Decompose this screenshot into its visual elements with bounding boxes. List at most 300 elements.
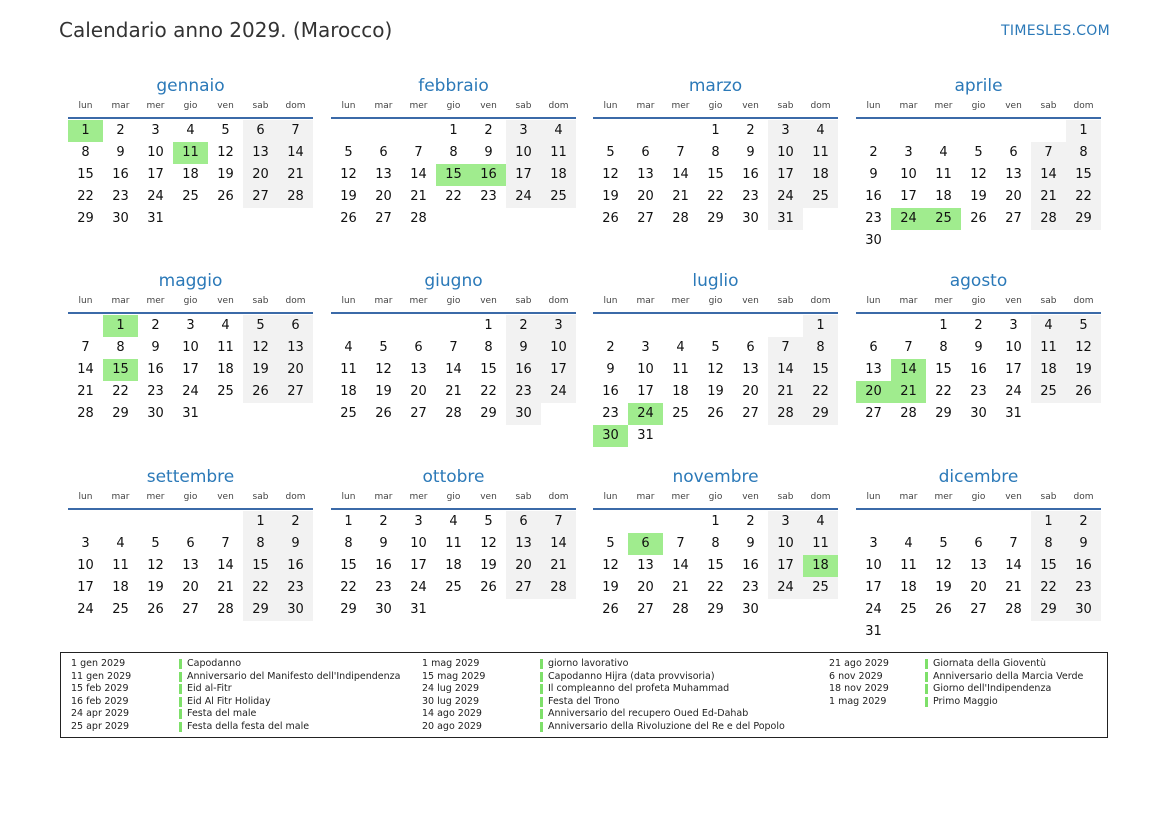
day-cell: 5 [151,536,160,551]
day-cell: 14 [1005,558,1022,573]
weekday-label: mer [934,492,953,502]
day-grid [331,511,576,621]
day-cell: 8 [1066,142,1101,164]
day-cell: 27 [182,602,199,617]
month-agosto [856,269,1101,425]
day-cell: 28 [278,186,313,208]
day-cell: 31 [768,208,803,230]
empty-cell [698,315,733,337]
day-cell: 31 [1005,406,1022,421]
weekday-label: mer [934,101,953,111]
month-divider [68,508,313,510]
day-cell: 3 [541,315,576,337]
day-cell: 29 [243,599,278,621]
day-cell: 1 [939,318,948,333]
day-cell: 24 [768,186,803,208]
day-cell: 2 [379,514,388,529]
legend-holiday-name: Eid al-Fitr [179,684,232,694]
day-cell: 27 [970,602,987,617]
day-cell: 29 [340,602,357,617]
empty-cell [891,315,926,337]
month-novembre [593,465,838,621]
day-cell: 31 [637,428,654,443]
weekday-label: sab [777,492,794,502]
empty-cell [891,120,926,142]
day-cell: 2 [151,318,160,333]
day-cell: 31 [865,624,882,639]
day-cell: 1 [344,514,353,529]
weekday-label: mar [374,492,393,502]
day-cell: 16 [602,384,619,399]
day-cell: 26 [1066,381,1101,403]
weekday-label: dom [1073,492,1094,502]
empty-cell [68,315,103,337]
weekday-label: sab [1040,101,1057,111]
day-cell: 19 [970,189,987,204]
legend-holiday-name: Il compleanno del profeta Muhammad [540,684,729,694]
weekday-label: mar [374,101,393,111]
brand-link[interactable]: TIMESLES.COM [1001,23,1110,39]
weekday-label: mar [636,101,655,111]
weekday-label: gio [183,492,198,502]
weekday-label: dom [548,101,569,111]
weekday-label: ven [480,296,497,306]
weekday-header [593,489,838,506]
day-cell: 2 [484,123,493,138]
day-cell: 26 [707,406,724,421]
day-cell: 15 [935,362,952,377]
day-cell: 18 [900,580,917,595]
weekday-label: sab [252,101,269,111]
weekday-label: dom [285,101,306,111]
month-ottobre [331,465,576,621]
day-cell: 28 [77,406,94,421]
day-cell: 20 [970,580,987,595]
day-cell: 23 [112,189,129,204]
day-cell: 11 [672,362,689,377]
day-cell: 3 [768,511,803,533]
day-cell: 9 [151,340,160,355]
day-cell: 6 [974,536,983,551]
day-cell: 19 [147,580,164,595]
day-cell: 4 [803,120,838,142]
legend-date: 14 ago 2029 [422,708,482,719]
holiday-day-cell: 1 [103,315,138,337]
day-cell: 5 [1066,315,1101,337]
day-cell: 11 [935,167,952,182]
weekday-label: mar [374,296,393,306]
month-divider [331,508,576,510]
weekday-label: lun [78,492,93,502]
month-title: dicembre [938,467,1019,487]
day-cell: 7 [768,337,803,359]
weekday-label: ven [480,492,497,502]
day-cell: 1 [803,315,838,337]
day-cell: 8 [711,145,720,160]
weekday-label: lun [603,492,618,502]
day-cell: 29 [1066,208,1101,230]
empty-cell [663,120,698,142]
day-cell: 16 [147,362,164,377]
weekday-label: lun [78,101,93,111]
weekday-label: dom [810,296,831,306]
day-cell: 6 [278,315,313,337]
weekday-label: lun [603,296,618,306]
day-cell: 3 [1009,318,1018,333]
day-cell: 7 [278,120,313,142]
day-cell: 8 [484,340,493,355]
weekday-label: sab [777,101,794,111]
day-cell: 7 [1031,142,1066,164]
day-cell: 15 [243,555,278,577]
day-cell: 4 [676,340,685,355]
weekday-label: mer [146,296,165,306]
day-cell: 18 [445,558,462,573]
day-cell: 7 [81,340,90,355]
month-divider [593,508,838,510]
weekday-label: sab [515,101,532,111]
day-cell: 16 [112,167,129,182]
weekday-label: ven [217,296,234,306]
day-cell: 12 [707,362,724,377]
day-cell: 24 [541,381,576,403]
holiday-day-cell: 1 [68,120,103,142]
weekday-label: ven [1005,101,1022,111]
day-cell: 9 [484,145,493,160]
holiday-day-cell: 6 [628,533,663,555]
day-cell: 22 [445,189,462,204]
day-cell: 1 [449,123,458,138]
empty-cell [768,315,803,337]
day-cell: 12 [340,167,357,182]
day-cell: 26 [340,211,357,226]
day-cell: 11 [541,142,576,164]
empty-cell [996,511,1031,533]
day-cell: 15 [480,362,497,377]
holiday-day-cell: 15 [103,359,138,381]
day-cell: 6 [746,340,755,355]
legend-date: 11 gen 2029 [71,670,132,682]
weekday-label: dom [810,492,831,502]
day-cell: 1 [243,511,278,533]
holiday-day-cell: 11 [173,142,208,164]
day-cell: 21 [445,384,462,399]
day-cell: 25 [340,406,357,421]
day-cell: 12 [935,558,952,573]
day-cell: 6 [869,340,878,355]
empty-cell [663,315,698,337]
day-cell: 26 [147,602,164,617]
day-cell: 7 [541,511,576,533]
day-cell: 23 [278,577,313,599]
day-cell: 19 [602,580,619,595]
day-cell: 14 [77,362,94,377]
day-cell: 11 [112,558,129,573]
day-cell: 13 [182,558,199,573]
holiday-day-cell: 24 [628,403,663,425]
weekday-header [856,98,1101,115]
empty-cell [996,120,1031,142]
legend-date: 6 nov 2029 [829,670,883,682]
day-cell: 30 [742,602,759,617]
day-cell: 21 [672,189,689,204]
day-cell: 23 [480,189,497,204]
day-cell: 22 [707,580,724,595]
day-cell: 23 [970,384,987,399]
day-cell: 2 [974,318,983,333]
empty-cell [331,120,366,142]
day-grid [68,315,313,425]
day-cell: 26 [375,406,392,421]
day-cell: 3 [869,536,878,551]
month-divider [68,117,313,119]
weekday-label: sab [515,492,532,502]
legend-date: 21 ago 2029 [829,658,889,669]
empty-cell [856,315,891,337]
month-divider [856,312,1101,314]
day-cell: 16 [375,558,392,573]
day-cell: 31 [147,211,164,226]
day-cell: 28 [541,577,576,599]
weekday-label: mer [934,296,953,306]
empty-cell [628,315,663,337]
day-cell: 29 [77,211,94,226]
day-cell: 25 [112,602,129,617]
day-cell: 28 [900,406,917,421]
day-cell: 5 [711,340,720,355]
day-cell: 10 [865,558,882,573]
day-cell: 8 [243,533,278,555]
day-cell: 24 [1005,384,1022,399]
day-cell: 27 [865,406,882,421]
day-cell: 28 [1005,602,1022,617]
holiday-day-cell: 24 [891,208,926,230]
day-cell: 17 [77,580,94,595]
day-cell: 15 [1031,555,1066,577]
legend-holiday-name: Anniversario della Rivoluzione del Re e del Popolo [540,722,785,732]
day-cell: 9 [1066,533,1101,555]
day-cell: 21 [410,189,427,204]
day-cell: 30 [865,233,882,248]
day-cell: 13 [637,558,654,573]
day-cell: 6 [186,536,195,551]
day-cell: 4 [344,340,353,355]
day-cell: 11 [803,142,838,164]
legend-holiday-name: Capodanno [179,659,241,669]
day-cell: 28 [445,406,462,421]
day-cell: 2 [116,123,125,138]
legend-date: 15 feb 2029 [71,683,129,694]
day-cell: 7 [414,145,423,160]
day-cell: 20 [742,384,759,399]
day-cell: 19 [243,359,278,381]
day-cell: 3 [641,340,650,355]
month-title: novembre [672,467,759,487]
day-cell: 6 [641,145,650,160]
day-cell: 1 [1031,511,1066,533]
day-cell: 3 [81,536,90,551]
legend-date: 1 mag 2029 [829,695,887,707]
legend-date: 24 lug 2029 [422,683,479,694]
day-cell: 30 [278,599,313,621]
day-cell: 8 [1031,533,1066,555]
weekday-label: gio [446,101,461,111]
day-cell: 22 [340,580,357,595]
month-luglio [593,269,838,447]
empty-cell [628,511,663,533]
empty-cell [68,511,103,533]
legend-date: 1 mag 2029 [422,658,480,669]
day-cell: 30 [147,406,164,421]
month-giugno [331,269,576,425]
day-cell: 3 [506,120,541,142]
month-title: maggio [158,271,223,291]
empty-cell [856,120,891,142]
day-cell: 4 [803,511,838,533]
day-cell: 27 [1005,211,1022,226]
day-cell: 21 [1005,580,1022,595]
month-aprile [856,74,1101,252]
day-cell: 2 [506,315,541,337]
day-cell: 10 [637,362,654,377]
day-cell: 24 [410,580,427,595]
day-cell: 1 [1066,120,1101,142]
empty-cell [138,511,173,533]
day-cell: 18 [541,164,576,186]
day-cell: 15 [77,167,94,182]
day-cell: 8 [939,340,948,355]
day-cell: 17 [541,359,576,381]
day-cell: 13 [637,167,654,182]
legend-holiday-name: Anniversario del Manifesto dell'Indipendenza [179,672,400,682]
weekday-header [331,293,576,310]
day-cell: 5 [939,536,948,551]
day-cell: 4 [116,536,125,551]
day-cell: 4 [904,536,913,551]
legend-holiday-name: Anniversario del recupero Oued Ed-Dahab [540,709,748,719]
weekday-header [68,98,313,115]
day-cell: 12 [147,558,164,573]
weekday-label: gio [446,492,461,502]
day-grid [68,120,313,230]
day-cell: 7 [1009,536,1018,551]
legend-holiday-name: Eid Al Fitr Holiday [179,697,271,707]
day-cell: 29 [112,406,129,421]
empty-cell [628,120,663,142]
day-cell: 10 [506,142,541,164]
day-cell: 29 [480,406,497,421]
day-cell: 25 [672,406,689,421]
day-cell: 17 [865,580,882,595]
weekday-label: sab [1040,492,1057,502]
day-cell: 24 [77,602,94,617]
weekday-label: ven [742,492,759,502]
day-cell: 22 [480,384,497,399]
day-cell: 14 [541,533,576,555]
day-cell: 7 [676,145,685,160]
day-cell: 8 [116,340,125,355]
weekday-label: ven [217,101,234,111]
day-cell: 5 [344,145,353,160]
empty-cell [926,120,961,142]
day-cell: 26 [970,211,987,226]
holiday-day-cell: 30 [593,425,628,447]
empty-cell [593,511,628,533]
day-cell: 30 [375,602,392,617]
day-cell: 18 [1031,359,1066,381]
legend-holiday-name: Primo Maggio [925,697,998,707]
day-cell: 23 [742,580,759,595]
day-cell: 17 [147,167,164,182]
day-cell: 10 [768,142,803,164]
day-cell: 25 [541,186,576,208]
day-cell: 13 [1005,167,1022,182]
month-maggio [68,269,313,425]
day-cell: 30 [970,406,987,421]
day-cell: 2 [746,123,755,138]
day-cell: 4 [449,514,458,529]
day-cell: 7 [904,340,913,355]
weekday-label: mer [671,101,690,111]
day-cell: 5 [606,145,615,160]
day-cell: 9 [379,536,388,551]
day-cell: 28 [672,211,689,226]
weekday-label: dom [810,101,831,111]
month-title: agosto [949,271,1008,291]
day-cell: 5 [484,514,493,529]
day-cell: 20 [278,359,313,381]
day-cell: 19 [217,167,234,182]
weekday-label: dom [1073,296,1094,306]
day-cell: 21 [1031,186,1066,208]
month-divider [331,117,576,119]
day-grid [593,511,838,621]
day-cell: 3 [414,514,423,529]
day-cell: 23 [1066,577,1101,599]
weekday-label: gio [971,296,986,306]
day-cell: 8 [344,536,353,551]
day-cell: 6 [243,120,278,142]
weekday-label: lun [78,296,93,306]
weekday-label: lun [603,101,618,111]
holiday-day-cell: 20 [856,381,891,403]
day-grid [593,315,838,447]
day-cell: 1 [484,318,493,333]
day-cell: 20 [637,189,654,204]
weekday-label: mer [409,101,428,111]
month-title: ottobre [422,467,485,487]
day-cell: 14 [672,558,689,573]
day-cell: 7 [676,536,685,551]
day-cell: 11 [217,340,234,355]
weekday-label: mar [636,492,655,502]
day-cell: 23 [506,381,541,403]
day-cell: 15 [1066,164,1101,186]
weekday-label: sab [1040,296,1057,306]
day-grid [856,120,1101,252]
day-cell: 17 [637,384,654,399]
day-cell: 30 [112,211,129,226]
weekday-label: lun [866,296,881,306]
day-cell: 24 [182,384,199,399]
day-cell: 1 [711,514,720,529]
day-cell: 26 [935,602,952,617]
weekday-label: sab [515,296,532,306]
day-cell: 10 [77,558,94,573]
legend-holiday-name: Festa del Trono [540,697,620,707]
weekday-label: dom [548,492,569,502]
day-grid [331,120,576,230]
